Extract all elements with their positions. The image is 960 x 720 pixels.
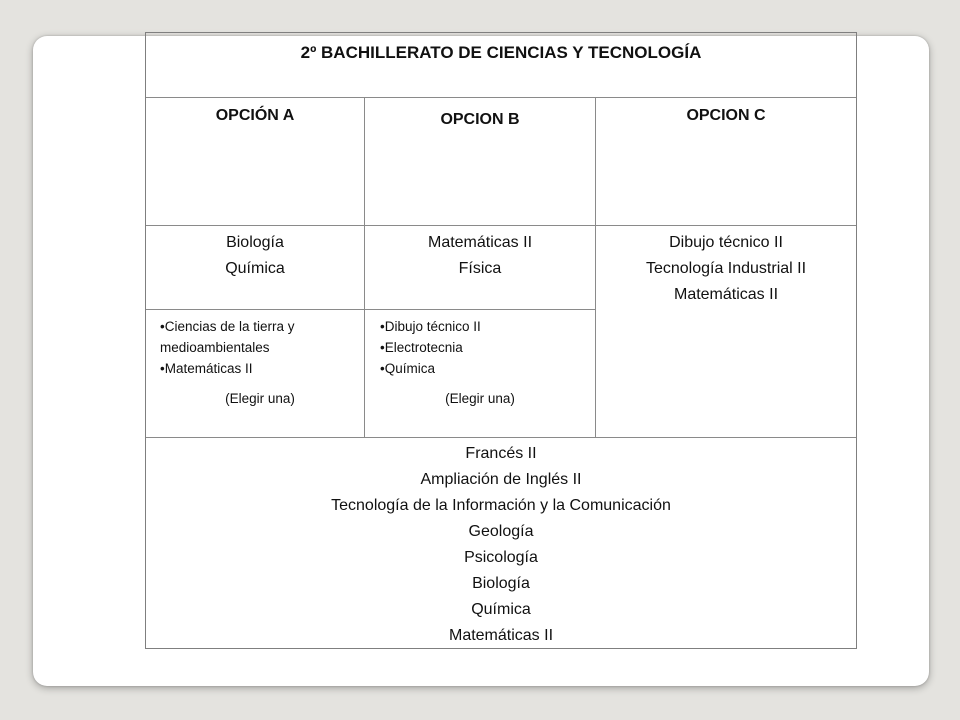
subject-line: Psicología [464,549,538,566]
subject-line: Biología [226,234,284,251]
option-c-header: OPCION C [686,107,766,124]
subject-line: Francés II [465,445,537,462]
option-a-electives [160,316,360,409]
elective-line: •Dibujo técnico II [380,319,481,334]
subject-line: Geología [468,523,534,540]
subject-line: Ampliación de Inglés II [420,471,582,488]
subject-line: Matemáticas II [673,286,779,303]
subject-line: Biología [472,575,530,592]
elective-line: •Química [380,361,435,376]
option-b-header: OPCION B [440,111,520,128]
option-b-core-subjects [365,230,595,282]
elective-line: •Electrotecnia [380,340,463,355]
option-b-electives [380,316,580,409]
subject-line: Matemáticas II [427,234,533,251]
subjects-table [145,32,857,649]
option-a-core-subjects [146,230,364,282]
subject-line: Química [471,601,531,618]
elective-line: medioambientales [160,340,270,355]
choose-one-note: (Elegir una) [225,391,295,406]
common-subjects [146,441,856,649]
option-a-header: OPCIÓN A [215,107,295,124]
subject-line: Química [225,260,285,277]
row-divider [146,225,856,226]
row-divider [146,437,856,438]
subject-line: Dibujo técnico II [669,234,783,251]
option-c-core-subjects [596,230,856,308]
subject-line: Tecnología de la Información y la Comunicación [331,497,671,514]
subject-line: Tecnología Industrial II [645,260,807,277]
choose-one-note: (Elegir una) [445,391,515,406]
table-title: 2º BACHILLERATO DE CIENCIAS Y TECNOLOGÍA [300,43,702,62]
row-divider [146,309,595,310]
elective-line: •Ciencias de la tierra y [160,319,295,334]
subject-line: Matemáticas II [448,627,554,644]
row-divider [146,97,856,98]
subject-line: Física [458,260,502,277]
elective-line: •Matemáticas II [160,361,253,376]
